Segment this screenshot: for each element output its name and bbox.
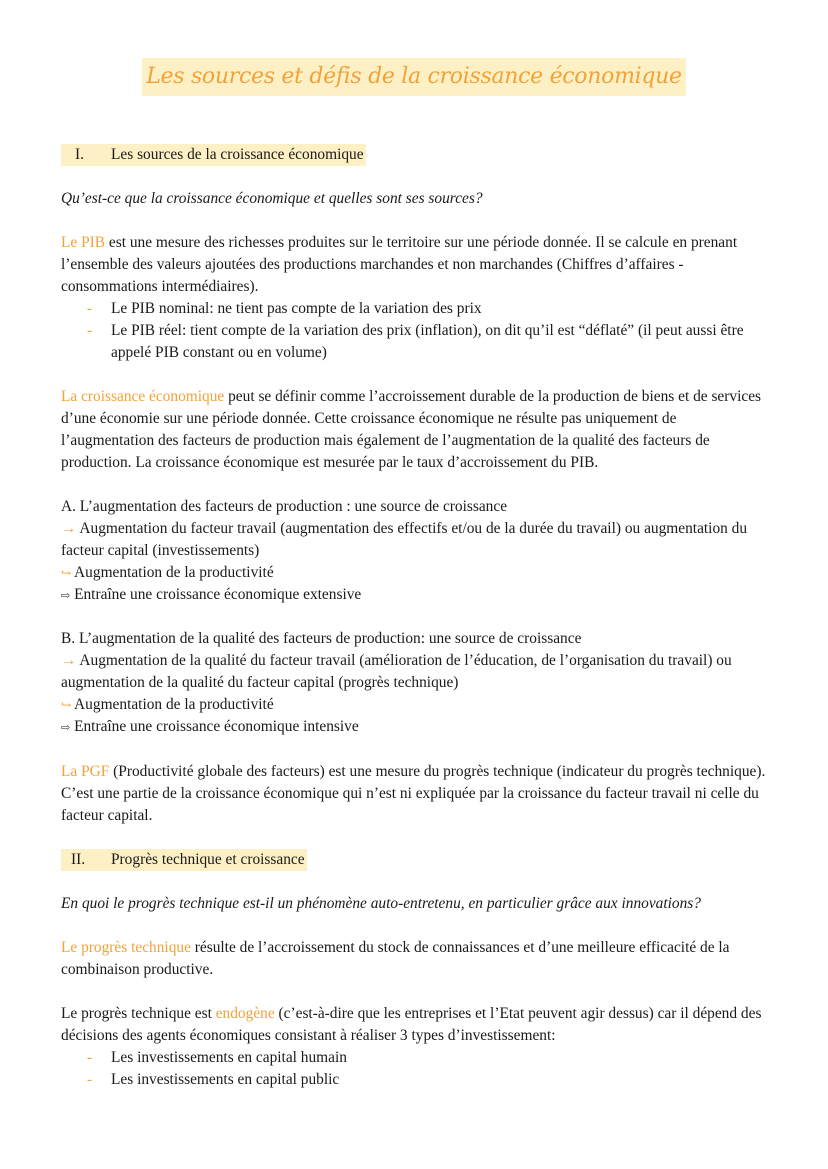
investment-list	[61, 1047, 771, 1091]
pib-list	[61, 298, 771, 364]
section-2-number: II.	[71, 851, 86, 868]
part-b-line-1-text: Augmentation de la qualité du facteur travail (amélioration de l’éducation, de l’organisation du travail) ou augmentation de la qualité du facteur capital (progrès technique)	[61, 652, 732, 691]
endogene-paragraph	[61, 1003, 771, 1047]
pgf-text: (Productivité globale des facteurs) est une mesure du progrès technique (indicateur du progrès technique). C’est une partie de la croissance économique qui n’est ni expliquée par la croissance du facteur travail ni celle du facteur capital.	[61, 763, 766, 824]
arrow-right-icon: →	[61, 652, 77, 669]
section-1-highlight	[61, 144, 366, 166]
hollow-arrow-icon: ⇨	[61, 590, 71, 602]
section-1-heading	[61, 144, 771, 166]
section-1-question: Qu’est-ce que la croissance économique et quelles sont ses sources?	[61, 190, 483, 207]
pgf-term: La PGF	[61, 763, 110, 780]
part-a-title: A. L’augmentation des facteurs de production : une source de croissance	[61, 498, 508, 515]
document-title: Les sources et défis de la croissance économique	[142, 58, 686, 96]
part-b	[61, 628, 771, 739]
arrow-right-icon: →	[61, 520, 77, 537]
pib-text: est une mesure des richesses produites sur le territoire sur une période donnée. Il se calcule en prenant l’ensemble des valeurs ajoutées des productions marchandes et non marchandes (Chiffres d’affaires - consommations intermédiaires).	[61, 234, 738, 295]
part-a-line-1	[61, 518, 771, 562]
hollow-arrow-icon: ⇨	[61, 722, 71, 734]
list-item	[61, 1047, 771, 1069]
hook-arrow-icon: ↪	[61, 698, 72, 712]
section-2-highlight	[61, 849, 307, 871]
list-item-text: Les investissements en capital public	[111, 1071, 340, 1088]
part-a-line-3	[61, 584, 771, 607]
dash-bullet: -	[87, 300, 93, 317]
list-item-text: Les investissements en capital humain	[111, 1049, 347, 1066]
part-b-line-1	[61, 650, 771, 694]
section-2-question: En quoi le progrès technique est-il un phénomène auto-entretenu, en particulier grâce aux innovations?	[61, 895, 701, 912]
part-b-line-2-text: Augmentation de la productivité	[71, 696, 274, 713]
section-2-title: Progrès technique et croissance	[109, 849, 307, 871]
part-b-line-3	[61, 716, 771, 739]
part-b-title: B. L’augmentation de la qualité des facteurs de production: une source de croissance	[61, 630, 582, 647]
endogene-before: Le progrès technique est	[61, 1005, 216, 1022]
part-b-line-3-text: Entraîne une croissance économique intensive	[70, 718, 359, 735]
croissance-paragraph	[61, 386, 771, 474]
section-2-heading	[61, 849, 771, 871]
endogene-term: endogène	[215, 1005, 275, 1022]
dash-bullet: -	[87, 1071, 93, 1088]
part-a-line-3-text: Entraîne une croissance économique extensive	[70, 586, 362, 603]
list-item	[61, 1069, 771, 1091]
part-a-line-2	[61, 562, 771, 584]
part-a-line-1-text: Augmentation du facteur travail (augmentation des effectifs et/ou de la durée du travail) ou augmentation du facteur capital (investissements)	[61, 520, 748, 559]
hook-arrow-icon: ↪	[61, 566, 72, 580]
croissance-term: La croissance économique	[61, 388, 225, 405]
part-a-line-2-text: Augmentation de la productivité	[71, 564, 274, 581]
list-item	[61, 320, 771, 364]
list-item-text: Le PIB réel: tient compte de la variation des prix (inflation), on dit qu’il est “déflaté” (il peut aussi être appelé PIB constant ou en volume)	[111, 322, 744, 361]
part-a	[61, 496, 771, 607]
section-1-title: Les sources de la croissance économique	[109, 144, 366, 166]
progres-paragraph	[61, 937, 771, 981]
list-item	[61, 298, 771, 320]
dash-bullet: -	[87, 1049, 93, 1066]
list-item-text: Le PIB nominal: ne tient pas compte de la variation des prix	[111, 300, 482, 317]
progres-text: résulte de l’accroissement du stock de connaissances et d’une meilleure efficacité de la combinaison productive.	[61, 939, 730, 978]
pib-paragraph	[61, 232, 771, 298]
section-1-number: I.	[75, 146, 84, 163]
part-b-line-2	[61, 694, 771, 716]
dash-bullet: -	[87, 322, 93, 339]
title-wrap	[0, 58, 828, 96]
endogene-after: (c’est-à-dire que les entreprises et l’Etat peuvent agir dessus) car il dépend des décisions des agents économiques consistant à réaliser 3 types d’investissement:	[61, 1005, 762, 1044]
progres-term: Le progrès technique	[61, 939, 191, 956]
pib-term: Le PIB	[61, 234, 106, 251]
pgf-paragraph	[61, 761, 771, 827]
croissance-text: peut se définir comme l’accroissement durable de la production de biens et de services d’une économie sur une période donnée. Cette croissance économique ne résulte pas uniquement de l’augmentation des facteurs de production mais également de l’augmentation de la qualité des facteurs de production. La croissance économique est mesurée par le taux d’accroissement du PIB.	[61, 388, 762, 471]
